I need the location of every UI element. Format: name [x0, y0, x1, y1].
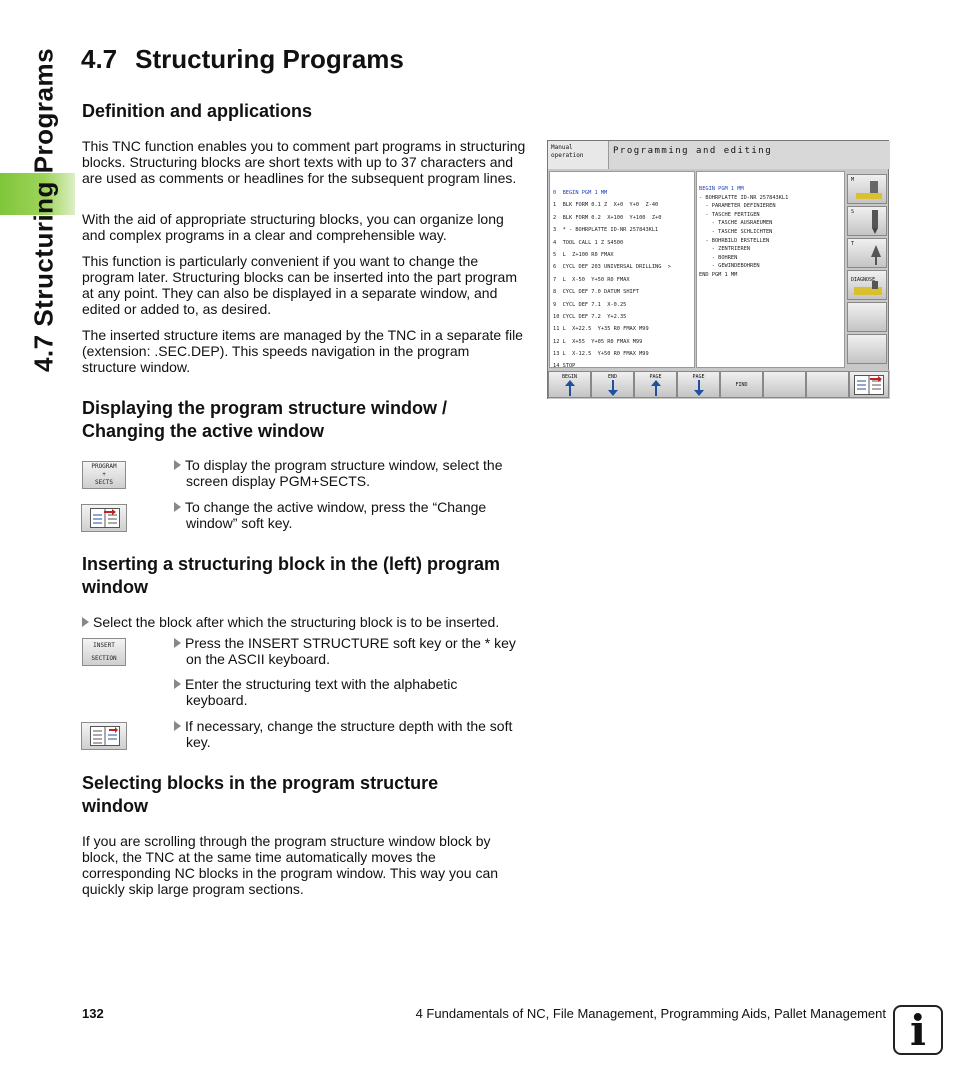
structure-line[interactable]: - ZENTRIEREN [699, 246, 751, 253]
section-title: Structuring Programs [135, 44, 404, 74]
program-line[interactable]: 11 L X+22.5 Y+35 R0 FMAX M99 [553, 326, 649, 333]
softkey-bar [548, 370, 890, 399]
program-lines [553, 187, 691, 373]
display-step-2: To change the active window, press the “Change window” soft key. [174, 499, 529, 531]
insert-step-0: Select the block after which the structuring block is to be inserted. [82, 614, 532, 630]
change-window-icon [90, 508, 120, 528]
arrow-down-icon [608, 380, 618, 396]
step-arrow-icon [174, 502, 181, 512]
selecting-heading: Selecting blocks in the program structure window [82, 773, 439, 816]
structure-depth-icon [90, 726, 120, 746]
structure-line[interactable]: - BOHRBILD ERSTELLEN [699, 237, 770, 244]
program-line[interactable]: 14 STOP [553, 363, 576, 370]
selecting-paragraph: If you are scrolling through the program structure window block by block, the TNC at the same time automatically moves the corresponding NC blocks in the program window. This way you can quickly skip large program sections. [82, 833, 499, 897]
program-line[interactable]: 7 L X-50 Y+50 R0 FMAX [553, 276, 630, 283]
program-line[interactable]: 3 * - BOHRPLATTE ID-NR 257843KL1 [553, 227, 659, 234]
page-down-icon [694, 380, 704, 396]
page-title [81, 44, 404, 75]
program-line[interactable]: 4 TOOL CALL 1 Z S4500 [553, 239, 624, 246]
insert-section-key[interactable]: INSERT SECTION [82, 638, 126, 666]
screen-title: Programming and editing [608, 141, 890, 169]
program-line[interactable]: 1 BLK FORM 0.1 Z X+0 Y+0 Z-40 [553, 202, 659, 209]
definition-heading: Definition and applications [82, 101, 313, 121]
info-icon: i [893, 1005, 943, 1055]
step-arrow-icon [174, 721, 181, 731]
structure-lines [699, 185, 842, 280]
insert-step-1: Press the INSERT STRUCTURE soft key or the * key on the ASCII keyboard. [174, 635, 529, 667]
definition-paragraph-3: This function is particularly convenient if you want to change the program later. Structuring blocks can be inserted into the part program at any point. They can also be displayed in a separate window, and edited or added to, as desired. [82, 253, 517, 317]
screen-side-buttons [846, 171, 889, 368]
page-up-icon [651, 380, 661, 396]
program-line[interactable]: 12 L X+55 Y+05 R0 FMAX M99 [553, 338, 643, 345]
softkey-end[interactable]: END [591, 371, 634, 398]
step-arrow-icon [174, 460, 181, 470]
screen-mode-label: Manual operation [548, 141, 608, 169]
side-button-s[interactable]: S [847, 206, 887, 236]
program-line[interactable]: 10 CYCL DEF 7.2 Y+2.35 [553, 313, 627, 320]
pgm-sects-key[interactable]: PROGRAM + SECTS [82, 461, 126, 489]
structure-line[interactable]: - BOHREN [699, 254, 738, 261]
softkey-empty-2[interactable] [806, 371, 849, 398]
section-number: 4.7 [81, 44, 118, 74]
program-line[interactable]: 0 BEGIN PGM 1 MM [553, 190, 608, 196]
program-line[interactable]: 6 CYCL DEF 203 UNIVERSAL DRILLING > [553, 264, 671, 271]
structure-line[interactable]: - BOHRPLATTE ID-NR 257843KL1 [699, 194, 789, 201]
side-button-t[interactable]: T [847, 238, 887, 268]
program-line[interactable]: 9 CYCL DEF 7.1 X-0.25 [553, 301, 627, 308]
displaying-heading: Displaying the program structure window / Changing the active window [82, 398, 448, 441]
softkey-page-up[interactable]: PAGE [634, 371, 677, 398]
softkey-empty-1[interactable] [763, 371, 806, 398]
diagnose-icon [848, 271, 888, 299]
program-line[interactable]: 8 CYCL DEF 7.0 DATUM SHIFT [553, 289, 640, 296]
structure-window [696, 171, 845, 368]
change-window-icon [854, 375, 884, 395]
display-step-1: To display the program structure window, select the screen display PGM+SECTS. [174, 457, 529, 489]
program-line[interactable]: 13 L X-12.5 Y+50 R0 FMAX M99 [553, 351, 649, 358]
step-arrow-icon [174, 679, 181, 689]
change-window-softkey[interactable] [81, 504, 127, 532]
softkey-find[interactable]: FIND [720, 371, 763, 398]
side-section-title: 4.7 Structuring Programs [28, 47, 59, 373]
structure-line[interactable]: BEGIN PGM 1 MM [699, 186, 744, 192]
tnc-screen-figure [547, 140, 889, 399]
inserting-heading: Inserting a structuring block in the (left) program window [82, 554, 501, 597]
softkey-change-window[interactable] [849, 371, 889, 398]
step-arrow-icon [82, 617, 89, 627]
definition-paragraph-1: This TNC function enables you to comment part programs in structuring blocks. Structuring blocks are short texts with up to 37 characters and are used as comments or headlines for the subsequent program lines. [82, 138, 526, 186]
program-window [549, 171, 695, 368]
softkey-begin[interactable]: BEGIN [548, 371, 591, 398]
arrow-up-icon [565, 380, 575, 396]
page-number: 132 [82, 1006, 104, 1021]
definition-paragraph-4: The inserted structure items are managed by the TNC in a separate file (extension: .SEC.DEP). This speeds navigation in the program structure window. [82, 327, 523, 375]
side-button-diagnose[interactable]: DIAGNOSE [847, 270, 887, 300]
insert-step-3: If necessary, change the structure depth with the soft key. [174, 718, 529, 750]
structure-line[interactable]: - PARAMETER DEFINIEREN [699, 203, 776, 210]
structure-line[interactable]: - GEWINDEBOHREN [699, 263, 760, 270]
definition-paragraph-2: With the aid of appropriate structuring blocks, you can organize long and complex programs in a clear and comprehensible way. [82, 211, 504, 243]
program-line[interactable]: 2 BLK FORM 0.2 X+100 Y+100 Z+0 [553, 214, 662, 221]
program-line[interactable]: 5 L Z+100 R0 FMAX [553, 251, 614, 258]
side-button-m[interactable]: M [847, 174, 887, 204]
chapter-footer: 4 Fundamentals of NC, File Management, Programming Aids, Pallet Management [415, 1006, 886, 1021]
step-arrow-icon [174, 638, 181, 648]
structure-line[interactable]: END PGM 1 MM [699, 271, 738, 278]
side-button-empty-1[interactable] [847, 302, 887, 332]
structure-line[interactable]: - TASCHE AUSRAEUMEN [699, 220, 773, 227]
structure-depth-softkey[interactable] [81, 722, 127, 750]
softkey-page-down[interactable]: PAGE [677, 371, 720, 398]
structure-line[interactable]: - TASCHE FERTIGEN [699, 211, 760, 218]
insert-step-2: Enter the structuring text with the alphabetic keyboard. [174, 676, 529, 708]
structure-line[interactable]: - TASCHE SCHLICHTEN [699, 228, 773, 235]
side-button-empty-2[interactable] [847, 334, 887, 364]
